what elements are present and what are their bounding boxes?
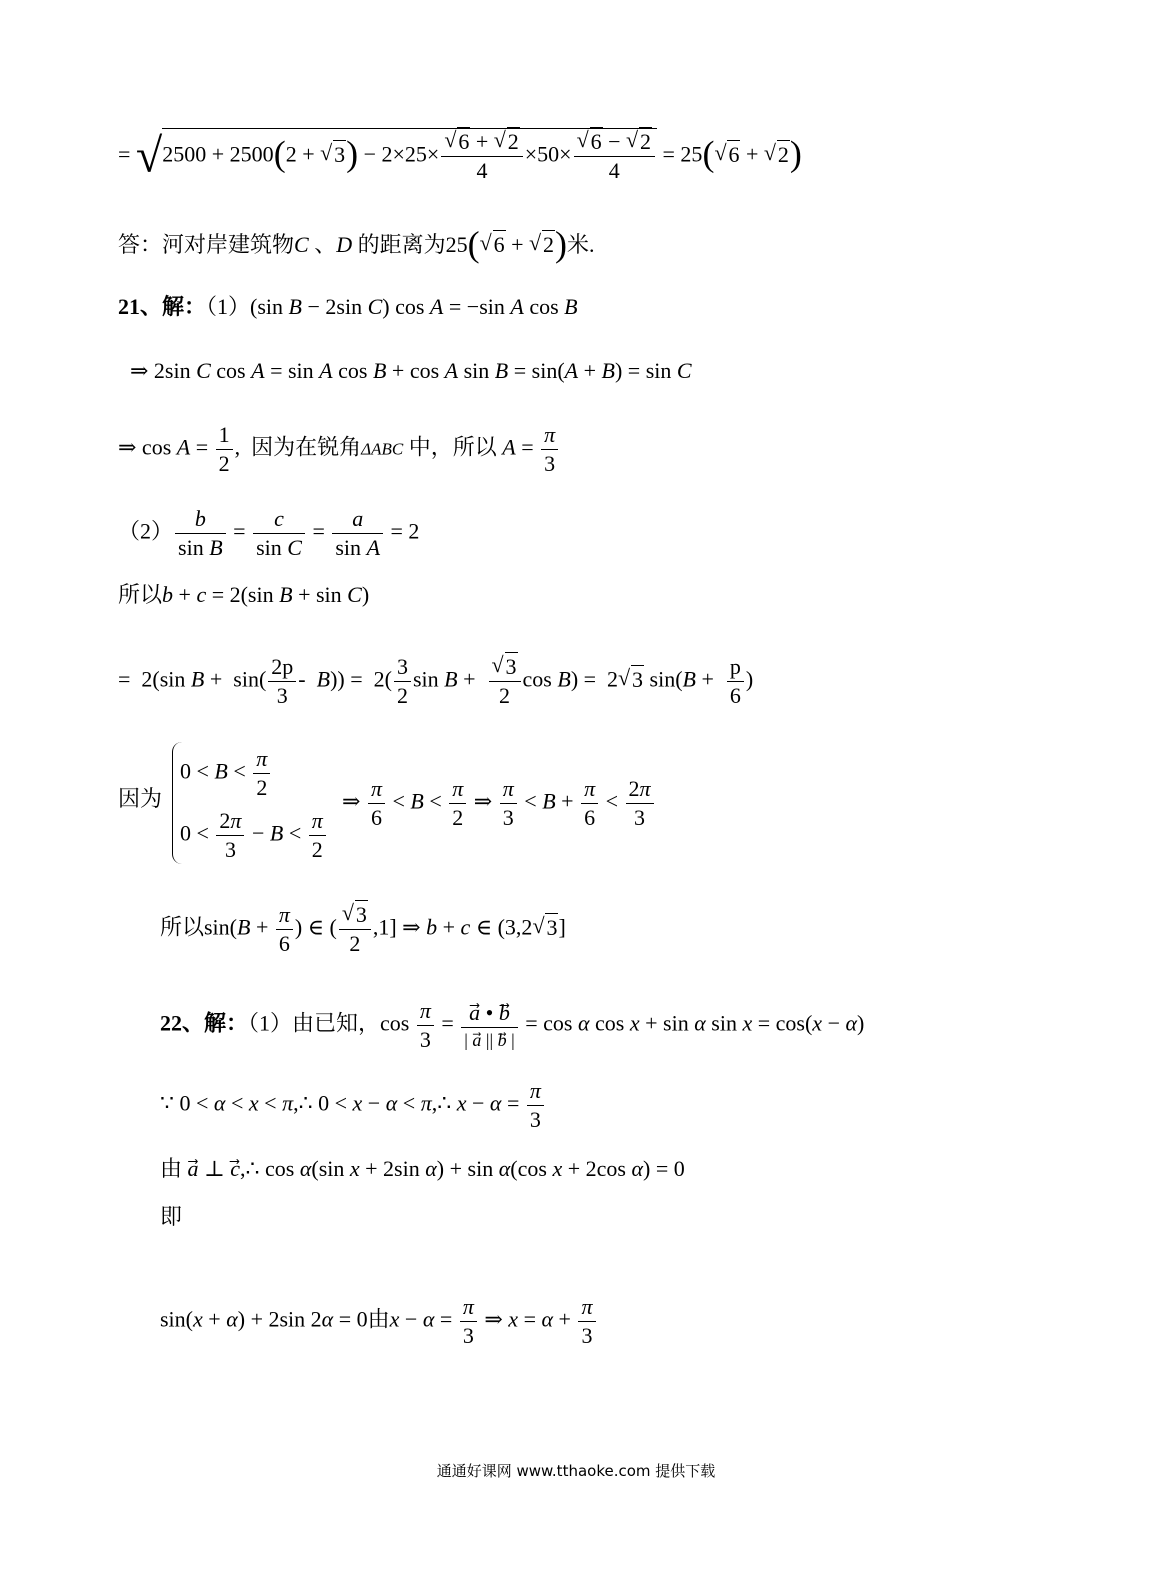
answer-line: 答：河对岸建筑物C 、D 的距离为25(√ 6 + √ 2)米. — [118, 226, 595, 262]
q21-line-3: ⇒ cos A = $\frac{1}{2}$ , 因为在锐角ΔABC 中，所以 A = $\frac{\pi}{3}$ — [118, 424, 560, 475]
q21-line-1: 21、解：（1）(sin B − 2sin C) cos A = −sin A cos B — [118, 294, 578, 319]
q21-line-2: ⇒ 2sin C cos A = sin A cos B + cos A sin B = sin(A + B) = sin C — [130, 358, 692, 383]
q21-line-6: = 2(sin B + sin( $\frac{2p}{3}$ - B)) = 2( $\frac{3}{2}$ sin B + √ $\frac{3}{2}$ cos B) = 2√ 3 sin(B + $\frac{p}{6}$ ) — [118, 656, 753, 707]
q22-label: 22、解： — [160, 1010, 249, 1036]
q21-line-7-label: 因为 — [118, 786, 163, 811]
q21-line-8: 所以sin(B + $\frac{\pi}{6}$ ) ∈ ( √ $\frac{3}{2}$ ,1] ⇒ b + c ∈ (3,2√ 3] — [160, 904, 566, 955]
q22-line-3: 由 a⃗ ⊥ c⃗,∴ cos α(sin x + 2sin α) + sin α(cos x + 2cos α) = 0 — [160, 1156, 685, 1181]
q22-line-4: 即 — [160, 1204, 183, 1229]
equation-line-1: = √2500 + 2500(2 + √ 3) − 2×25× √ $\frac{6 + √ 2}{4}$ ×50× √ $\frac{6 - √ 2}{4}$ = 25(√ 6 + √ 2) — [118, 128, 802, 182]
q22-line-1: 22、解：（1）由已知，cos $\frac{\pi}{3}$ = $\frac{a⃗ • b}{| a⃗ || b⃗ |}$ = cos α cos x + sin α sin x = cos(x − α) — [160, 998, 865, 1052]
page-footer: 通通好课网 www.tthaoke.com 提供下载 — [436, 1462, 716, 1480]
q21-label: 21、解： — [118, 294, 207, 319]
system-conclusion: ⇒ $\frac{\pi}{6}$ < B < $\frac{\pi}{2}$ ⇒ $\frac{\pi}{3}$ < B + $\frac{\pi}{6}$ < $\frac{2\pi}{3}$ — [342, 778, 656, 829]
q21-line-4: （2） $\frac{b}{\text{sin B}}$ = $\frac{c}{\text{sin C}}$ = $\frac{a}{\text{sin A}}$ = 2 — [118, 506, 420, 560]
q21-line-5: 所以b + c = 2(sin B + sin C) — [118, 582, 370, 607]
system-row-1: 0 < B < $\frac{\pi}{2}$ — [180, 748, 272, 799]
q22-line-5: sin(x + α) + 2sin 2α = 0由x − α = $\frac{\pi}{3}$ ⇒ x = α + $\frac{\pi}{3}$ — [160, 1296, 598, 1347]
q22-line-2: ∵ 0 < α < x < π,∴ 0 < x − α < π,∴ x − α = $\frac{\pi}{3}$ — [160, 1080, 546, 1131]
system-row-2: 0 < $\frac{2\pi}{3}$ − B < $\frac{\pi}{2}$ — [180, 810, 328, 861]
